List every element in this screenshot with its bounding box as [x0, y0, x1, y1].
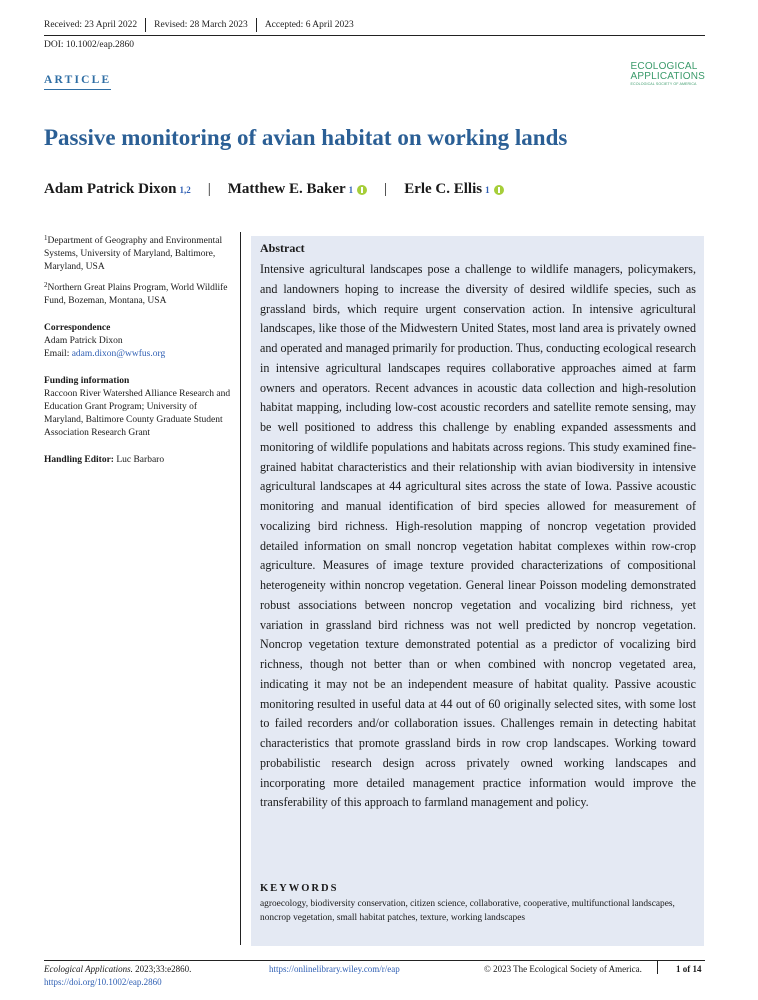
date-separator	[145, 18, 146, 32]
abstract-heading: Abstract	[260, 241, 305, 255]
affiliations	[44, 232, 234, 308]
correspondence-name: Adam Patrick Dixon	[44, 336, 123, 346]
email-label: Email:	[44, 349, 72, 359]
author-affiliation-sup[interactable]: 1	[348, 184, 354, 195]
orcid-icon[interactable]	[357, 185, 367, 195]
logo-line-3: ECOLOGICAL SOCIETY OF AMERICA	[630, 82, 697, 86]
article-type-label: ARTICLE	[44, 74, 111, 90]
header-rule	[44, 35, 705, 36]
journal-logo	[631, 62, 705, 87]
funding-information	[44, 375, 234, 440]
date-separator	[256, 18, 257, 32]
journal-url-link[interactable]: https://onlinelibrary.wiley.com/r/eap	[269, 964, 400, 974]
handling-editor-name: Luc Barbaro	[113, 455, 165, 465]
correspondence-email-line	[44, 348, 234, 361]
article-dates	[44, 18, 704, 32]
footer-doi-link[interactable]: https://doi.org/10.1002/eap.2860	[44, 977, 162, 987]
author-name[interactable]: Matthew E. Baker	[227, 181, 346, 197]
email-link[interactable]: adam.dixon@wwfus.org	[71, 349, 166, 359]
column-divider	[240, 232, 241, 945]
affiliation-text: Department of Geography and Environmental Systems, University of Maryland, Baltimore, Maryland, USA	[44, 236, 223, 272]
author-affiliation-sup[interactable]: 1	[485, 184, 490, 195]
footer-separator	[657, 960, 658, 974]
logo-line-2: APPLICATIONS	[630, 71, 705, 82]
affiliation	[44, 279, 234, 308]
author-name[interactable]: Adam Patrick Dixon	[44, 181, 177, 197]
orcid-icon[interactable]	[494, 185, 504, 195]
page-number: 1 of 14	[676, 964, 702, 974]
accepted-date: Accepted: 6 April 2023	[264, 20, 354, 30]
author-separator: |	[384, 181, 388, 197]
copyright: © 2023 The Ecological Society of America.	[484, 964, 642, 974]
handling-editor-label: Handling Editor:	[44, 455, 114, 465]
doi: DOI: 10.1002/eap.2860	[44, 40, 134, 50]
keywords-heading: KEYWORDS	[260, 883, 339, 894]
journal-citation	[44, 964, 191, 974]
author-name[interactable]: Erle C. Ellis	[404, 181, 483, 197]
received-date: Received: 23 April 2022	[44, 20, 138, 30]
affiliation-number: 1	[44, 234, 48, 242]
revised-date: Revised: 28 March 2023	[154, 20, 248, 30]
funding-heading: Funding information	[44, 376, 130, 386]
correspondence-heading: Correspondence	[44, 323, 111, 333]
funding-text: Raccoon River Watershed Alliance Research and Education Grant Program; University of Maryland, Baltimore County Graduate Student Association Research Grant	[44, 389, 231, 438]
abstract-text: Intensive agricultural landscapes pose a challenge to wildlife managers, policymakers, and landowners hoping to increase the diversity of desired wildlife species, such as grassland birds, which require urgent conservation action. In intensive agricultural landscapes, like those of the Midwestern United States, most land area is privately owned and operated and managed primarily for production. Thus, conducting ecological research in intensive agricultural landscapes requires collaborative approaches aimed at farm owners and operators. Recent advances in acoustic data collection and high-resolution habitat mapping, including low-cost acoustic recorders and satellite remote sensing, may be well positioned to address this challenge by enabling expanded assessments and monitoring of wildlife populations and habitats across regions. This study examined fine-grained habitat characteristics and their relationship with avian biodiversity in intensive agricultural landscapes at 44 agricultural sites across the state of Iowa. Passive acoustic monitoring and manual identification of bird species allowed for measurement of vocalizing bird richness. High-resolution mapping of noncrop vegetation provided detailed information on small noncrop vegetation habitat complexes within row-crop agriculture. Measures of image texture provided characterizations of compositional heterogeneity within noncrop vegetation. General linear Poisson modeling demonstrated robust associations between noncrop vegetation and vocalizing bird richness, yet variation in grassland bird richness was not well predicted by noncrop vegetation. Noncrop vegetation texture demonstrated potential as a predictor of vocalizing bird richness, though not better than or when combined with noncrop vegetated area, indicating it may not be an independent measure of habitat quality. Passive acoustic monitoring resulted in useful data at 44 out of 60 originally selected sites, with some lost to failed recorders and/or collaboration issues. Challenges remain in detecting habitat characteristics that promote grassland birds in row crop landscapes. Working toward probabilistic research design across privately owned working landscapes and incorporating more detailed management practice information would improve the transferability of this approach to farmland management and policy.	[260, 262, 696, 810]
affiliation-number: 2	[44, 281, 48, 289]
author-affiliation-sup[interactable]: 1,2	[179, 184, 191, 195]
footer-rule	[44, 960, 705, 961]
journal-name: Ecological Applications.	[44, 964, 133, 974]
keywords-text: agroecology, biodiversity conservation, citizen science, collaborative, cooperative, multifunctional landscapes, noncrop vegetation, small habitat patches, texture, working landscapes	[260, 899, 675, 923]
handling-editor	[44, 454, 234, 467]
author-separator: |	[207, 181, 211, 197]
abstract-panel	[251, 236, 704, 946]
paper-title: Passive monitoring of avian habitat on working lands	[44, 125, 568, 150]
correspondence	[44, 322, 234, 361]
affiliation	[44, 232, 234, 274]
sidebar-info	[44, 232, 234, 481]
logo-line-1: ECOLOGICAL	[630, 61, 698, 72]
affiliation-text: Northern Great Plains Program, World Wildlife Fund, Bozeman, Montana, USA	[44, 283, 228, 306]
citation-volume: 2023;33:e2860.	[132, 964, 192, 974]
author-list	[44, 181, 504, 198]
